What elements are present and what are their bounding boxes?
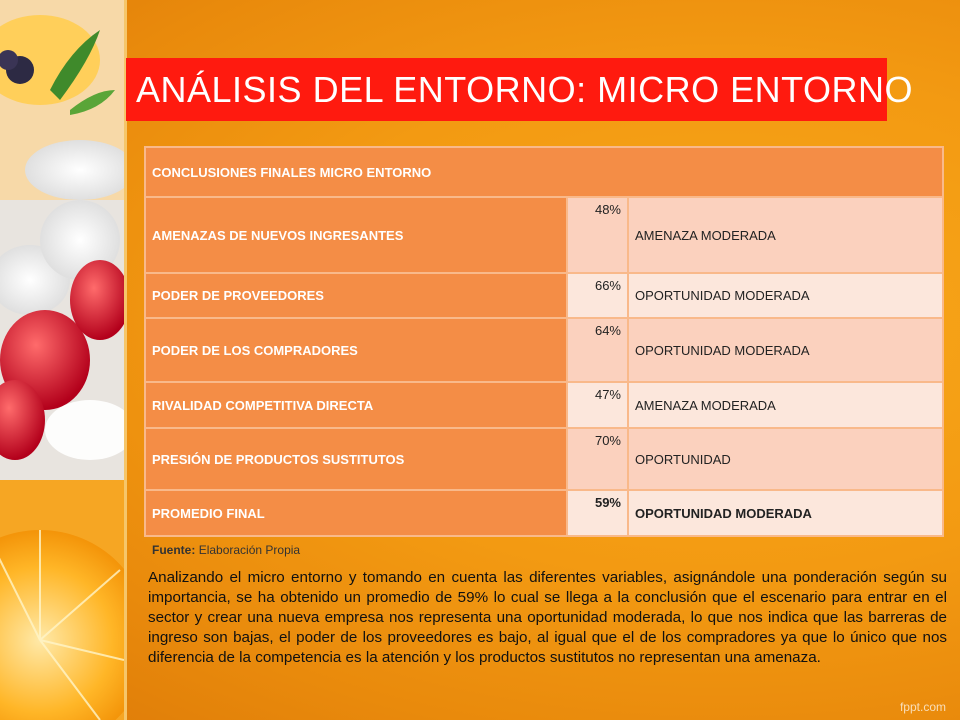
row-label: PRESIÓN DE PRODUCTOS SUSTITUTOS bbox=[145, 428, 567, 490]
row-result: OPORTUNIDAD MODERADA bbox=[628, 273, 943, 318]
slide-title: ANÁLISIS DEL ENTORNO: MICRO ENTORNO bbox=[126, 58, 887, 121]
row-label: RIVALIDAD COMPETITIVA DIRECTA bbox=[145, 382, 567, 428]
table-row bbox=[145, 197, 943, 273]
table-row bbox=[145, 382, 943, 428]
source-label: Fuente: bbox=[152, 543, 196, 557]
food-photo-strip bbox=[0, 0, 124, 720]
row-percent: 59% bbox=[567, 490, 628, 536]
row-result: AMENAZA MODERADA bbox=[628, 197, 943, 273]
analysis-paragraph: Analizando el micro entorno y tomando en cuenta las diferentes variables, asignándole una ponderación según su importancia, se ha obtenido un promedio de 59% lo cual se llega a la conclusión que el escenario para entrar en el sector y crear una nueva empresa nos representa una oportunidad moderada, lo que nos indica que las barreras de ingreso son bajas, el poder de los proveedores es bajo, al igual que el de los compradores ya que lo único que nos diferencia de la competencia es la atención y los productos sustitutos no representan una amenaza. bbox=[148, 569, 947, 666]
row-label: PROMEDIO FINAL bbox=[145, 490, 567, 536]
row-label: PODER DE PROVEEDORES bbox=[145, 273, 567, 318]
table-row bbox=[145, 428, 943, 490]
table-row bbox=[145, 273, 943, 318]
table-header: CONCLUSIONES FINALES MICRO ENTORNO bbox=[145, 147, 943, 197]
row-percent: 48% bbox=[567, 197, 628, 273]
conclusions-table bbox=[144, 146, 944, 537]
source-note bbox=[152, 543, 300, 557]
watermark: fppt.com bbox=[899, 700, 946, 714]
table-row-total bbox=[145, 490, 943, 536]
row-label: PODER DE LOS COMPRADORES bbox=[145, 318, 567, 382]
row-result: AMENAZA MODERADA bbox=[628, 382, 943, 428]
food-illustration bbox=[0, 0, 124, 720]
row-percent: 70% bbox=[567, 428, 628, 490]
row-result: OPORTUNIDAD MODERADA bbox=[628, 318, 943, 382]
row-label: AMENAZAS DE NUEVOS INGRESANTES bbox=[145, 197, 567, 273]
row-percent: 64% bbox=[567, 318, 628, 382]
table-row bbox=[145, 318, 943, 382]
row-result: OPORTUNIDAD bbox=[628, 428, 943, 490]
row-percent: 66% bbox=[567, 273, 628, 318]
source-value: Elaboración Propia bbox=[198, 543, 301, 557]
row-result: OPORTUNIDAD MODERADA bbox=[628, 490, 943, 536]
row-percent: 47% bbox=[567, 382, 628, 428]
